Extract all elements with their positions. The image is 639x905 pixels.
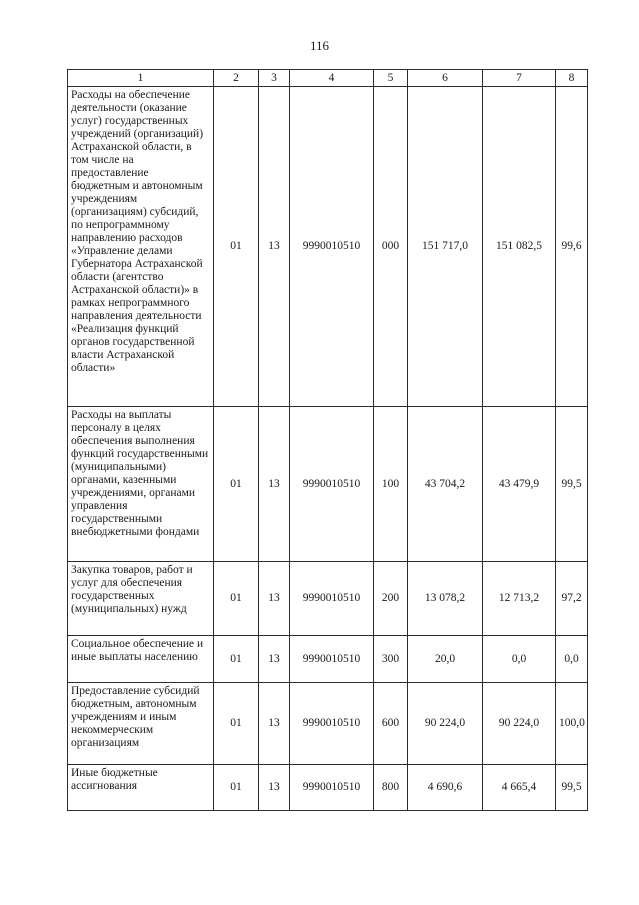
row-percent: 0,0 [556, 636, 588, 683]
page-number: 116 [309, 38, 330, 53]
row-target-article: 9990010510 [290, 562, 374, 636]
header-col-6: 6 [408, 70, 483, 87]
row-section: 01 [214, 562, 259, 636]
row-plan: 90 224,0 [408, 683, 483, 765]
row-description: Расходы на обеспечение деятельности (оказание услуг) государственных учреждений (организаций) Астраханской области, в том числе на предоставление бюджетным и автономным учреждениям (организациям) субсидий, по непрограммному направлению расходов «Управление делами Губернатора Астраханской области (агентство Астраханской области)» в рамках непрограммного направления деятельности «Реализация функций органов государственной власти Астраханской области» [68, 87, 214, 407]
table-row [68, 636, 588, 683]
table-row [68, 765, 588, 811]
table-row [68, 683, 588, 765]
header-col-3: 3 [259, 70, 290, 87]
header-col-7: 7 [483, 70, 556, 87]
table-row [68, 562, 588, 636]
row-percent: 100,0 [556, 683, 588, 765]
row-plan: 4 690,6 [408, 765, 483, 811]
row-target-article: 9990010510 [290, 636, 374, 683]
row-actual: 12 713,2 [483, 562, 556, 636]
row-actual: 4 665,4 [483, 765, 556, 811]
row-subsection: 13 [259, 87, 290, 407]
row-percent: 97,2 [556, 562, 588, 636]
row-description: Иные бюджетные ассигнования [68, 765, 214, 811]
header-col-1: 1 [68, 70, 214, 87]
row-expense-type: 200 [374, 562, 408, 636]
row-section: 01 [214, 87, 259, 407]
row-actual: 90 224,0 [483, 683, 556, 765]
header-col-5: 5 [374, 70, 408, 87]
row-section: 01 [214, 407, 259, 562]
budget-table [67, 69, 588, 811]
row-plan: 43 704,2 [408, 407, 483, 562]
row-expense-type: 100 [374, 407, 408, 562]
row-percent: 99,5 [556, 407, 588, 562]
row-plan: 20,0 [408, 636, 483, 683]
row-expense-type: 600 [374, 683, 408, 765]
row-description: Социальное обеспечение и иные выплаты населению [68, 636, 214, 683]
row-description: Предоставление субсидий бюджетным, автономным учреждениям и иным некоммерческим организациям [68, 683, 214, 765]
row-subsection: 13 [259, 562, 290, 636]
row-subsection: 13 [259, 636, 290, 683]
row-percent: 99,5 [556, 765, 588, 811]
row-plan: 151 717,0 [408, 87, 483, 407]
header-col-8: 8 [556, 70, 588, 87]
row-target-article: 9990010510 [290, 407, 374, 562]
row-subsection: 13 [259, 683, 290, 765]
header-col-2: 2 [214, 70, 259, 87]
row-expense-type: 000 [374, 87, 408, 407]
row-actual: 151 082,5 [483, 87, 556, 407]
row-subsection: 13 [259, 765, 290, 811]
row-plan: 13 078,2 [408, 562, 483, 636]
table-row [68, 407, 588, 562]
table-row [68, 87, 588, 407]
row-section: 01 [214, 636, 259, 683]
row-subsection: 13 [259, 407, 290, 562]
row-actual: 43 479,9 [483, 407, 556, 562]
row-target-article: 9990010510 [290, 765, 374, 811]
row-section: 01 [214, 765, 259, 811]
row-description: Закупка товаров, работ и услуг для обеспечения государственных (муниципальных) нужд [68, 562, 214, 636]
row-target-article: 9990010510 [290, 683, 374, 765]
row-target-article: 9990010510 [290, 87, 374, 407]
header-col-4: 4 [290, 70, 374, 87]
table-header-row [68, 70, 588, 87]
row-actual: 0,0 [483, 636, 556, 683]
row-section: 01 [214, 683, 259, 765]
row-description: Расходы на выплаты персоналу в целях обеспечения выполнения функций государственными (муниципальными) органами, казенными учреждениями, органами управления государственными внебюджетными фондами [68, 407, 214, 562]
row-expense-type: 300 [374, 636, 408, 683]
row-percent: 99,6 [556, 87, 588, 407]
row-expense-type: 800 [374, 765, 408, 811]
